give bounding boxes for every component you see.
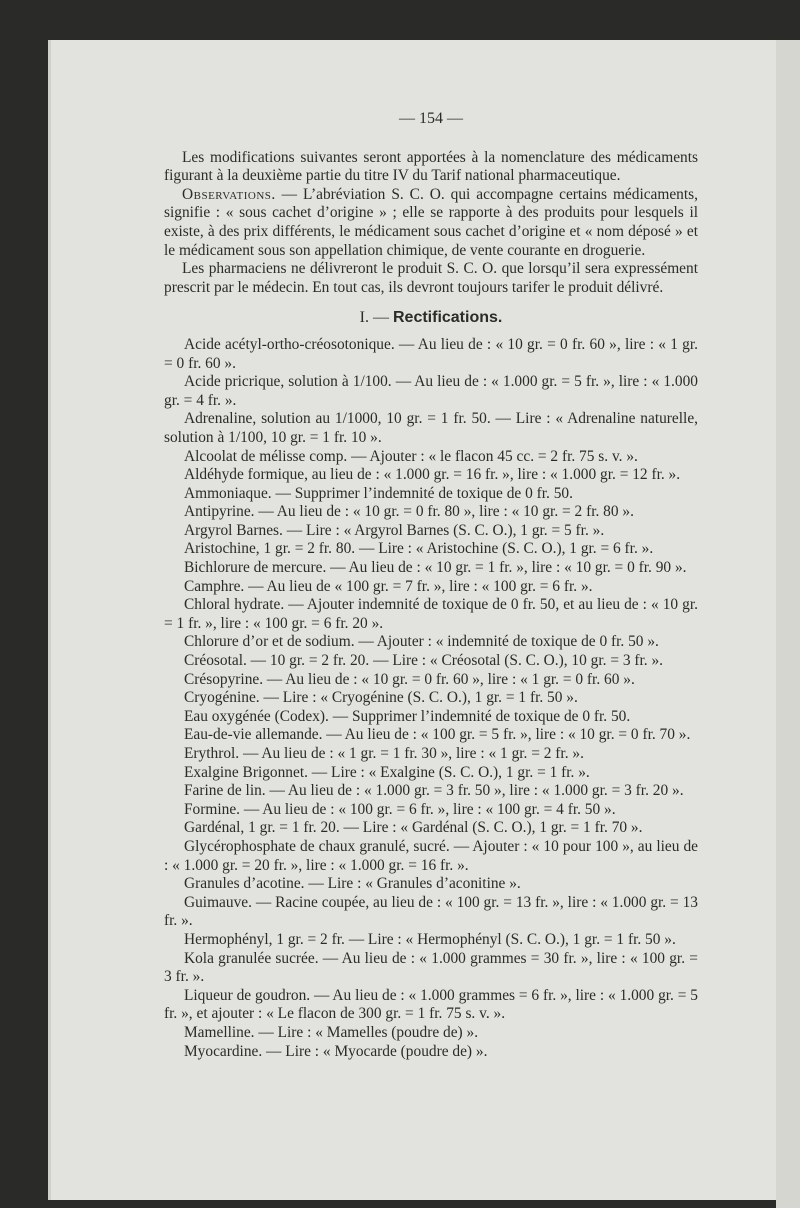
entry: Eau oxygénée (Codex). — Supprimer l’indemnité de toxique de 0 fr. 50. bbox=[184, 707, 631, 725]
entry: Farine de lin. — Au lieu de : « 1.000 gr. = 3 fr. 50 », lire : « 1.000 gr. = 3 fr. 20 ». bbox=[184, 782, 684, 800]
pharmaciens-paragraph: Les pharmaciens ne délivreront le produit S. C. O. que lorsqu’il sera expressément prescrit par le médecin. En tout cas, ils devront toujours tarifer le produit délivré. bbox=[164, 260, 698, 296]
entry: Eau-de-vie allemande. — Au lieu de : « 100 gr. = 5 fr. », lire : « 10 gr. = 0 fr. 70 ». bbox=[184, 726, 691, 744]
entry: Kola granulée sucrée. — Au lieu de : « 1.000 grammes = 30 fr. », lire : « 100 gr. = 3 fr. ». bbox=[164, 949, 698, 986]
entry: Argyrol Barnes. — Lire : « Argyrol Barnes (S. C. O.), 1 gr. = 5 fr. ». bbox=[184, 521, 605, 539]
entry: Hermophényl, 1 gr. = 2 fr. — Lire : « Hermophényl (S. C. O.), 1 gr. = 1 fr. 50 ». bbox=[184, 930, 676, 948]
entry: Gardénal, 1 gr. = 1 fr. 20. — Lire : « Gardénal (S. C. O.), 1 gr. = 1 fr. 70 ». bbox=[184, 819, 643, 837]
entry: Mamelline. — Lire : « Mamelles (poudre de) ». bbox=[184, 1023, 479, 1041]
intro-paragraph: Les modifications suivantes seront apportées à la nomenclature des médicaments figurant à la deuxième partie du titre IV du Tarif national pharmaceutique. bbox=[164, 148, 698, 185]
entry: Formine. — Au lieu de : « 100 gr. = 6 fr. », lire : « 100 gr. = 4 fr. 50 ». bbox=[184, 800, 616, 818]
entry: Aristochine, 1 gr. = 2 fr. 80. — Lire : « Aristochine (S. C. O.), 1 gr. = 6 fr. ». bbox=[184, 540, 654, 558]
entry: Aldéhyde formique, au lieu de : « 1.000 gr. = 16 fr. », lire : « 1.000 gr. = 12 fr. ». bbox=[184, 466, 681, 484]
entry: Acide acétyl-ortho-créosotonique. — Au lieu de : « 10 gr. = 0 fr. 60 », lire : « 1 gr. = 0 fr. 60 ». bbox=[164, 335, 698, 372]
entry: Alcoolat de mélisse comp. — Ajouter : « le flacon 45 cc. = 2 fr. 75 s. v. ». bbox=[184, 447, 638, 465]
entries-list bbox=[164, 336, 698, 1061]
section-number: I. — bbox=[359, 309, 393, 327]
entry: Acide pricrique, solution à 1/100. — Au lieu de : « 1.000 gr. = 5 fr. », lire : « 1.000 gr. = 4 fr. ». bbox=[164, 373, 698, 409]
entry: Liqueur de goudron. — Au lieu de : « 1.000 grammes = 6 fr. », lire : « 1.000 gr. = 5 fr. », et ajouter : « Le flacon de 300 gr. = 1 fr. 75 s. v. ». bbox=[164, 986, 698, 1023]
entry: Antipyrine. — Au lieu de : « 10 gr. = 0 fr. 80 », lire : « 10 gr. = 2 fr. 80 ». bbox=[184, 503, 634, 521]
observations-text: — L’abréviation S. C. O. qui accompagne certains médicaments, signifie : « sous cachet d’origine » ; elle se rapporte à des produits pour lesquels il existe, à des prix différents, le médicament sous cachet d’origine et « nom déposé » et le médicament sous son appellation chimique, de vente courante en droguerie. bbox=[164, 185, 698, 259]
entry: Bichlorure de mercure. — Au lieu de : « 10 gr. = 1 fr. », lire : « 10 gr. = 0 fr. 90 ». bbox=[184, 559, 687, 577]
entry: Crésopyrine. — Au lieu de : « 10 gr. = 0 fr. 60 », lire : « 1 gr. = 0 fr. 60 ». bbox=[184, 670, 635, 688]
observations-label: Observations. bbox=[182, 185, 276, 203]
section-title: Rectifications. bbox=[392, 309, 503, 327]
entry: Chloral hydrate. — Ajouter indemnité de toxique de 0 fr. 50, et au lieu de : « 10 gr. = 1 fr. », lire : « 100 gr. = 6 fr. 20 ». bbox=[164, 596, 698, 632]
section-heading bbox=[164, 309, 698, 328]
entry: Granules d’acotine. — Lire : « Granules d’aconitine ». bbox=[184, 875, 521, 893]
entry: Glycérophosphate de chaux granulé, sucré. — Ajouter : « 10 pour 100 », au lieu de : « 1.000 gr. = 20 fr. », lire : « 1.000 gr. = 16 fr. ». bbox=[164, 837, 698, 874]
facing-page-edge bbox=[776, 40, 800, 1208]
entry: Ammoniaque. — Supprimer l’indemnité de toxique de 0 fr. 50. bbox=[184, 484, 573, 502]
observations-paragraph bbox=[164, 186, 698, 260]
page-number: — 154 — bbox=[399, 110, 463, 127]
entry: Erythrol. — Au lieu de : « 1 gr. = 1 fr. 30 », lire : « 1 gr. = 2 fr. ». bbox=[184, 745, 584, 762]
entry: Chlorure d’or et de sodium. — Ajouter : « indemnité de toxique de 0 fr. 50 ». bbox=[184, 633, 659, 651]
entry: Exalgine Brigonnet. — Lire : « Exalgine (S. C. O.), 1 gr. = 1 fr. ». bbox=[184, 763, 590, 781]
entry: Camphre. — Au lieu de « 100 gr. = 7 fr. », lire : « 100 gr. = 6 fr. ». bbox=[184, 577, 593, 595]
entry: Myocardine. — Lire : « Myocarde (poudre de) ». bbox=[184, 1042, 488, 1060]
entry: Créosotal. — 10 gr. = 2 fr. 20. — Lire : « Créosotal (S. C. O.), 10 gr. = 3 fr. ». bbox=[184, 652, 664, 670]
page-content bbox=[164, 110, 698, 1061]
entry: Adrenaline, solution au 1/1000, 10 gr. = 1 fr. 50. — Lire : « Adrenaline naturelle, solution à 1/100, 10 gr. = 1 fr. 10 ». bbox=[164, 410, 698, 446]
entry: Guimauve. — Racine coupée, au lieu de : « 100 gr. = 13 fr. », lire : « 1.000 gr. = 13 fr. ». bbox=[164, 893, 698, 930]
entry: Cryogénine. — Lire : « Cryogénine (S. C. O.), 1 gr. = 1 fr. 50 ». bbox=[184, 689, 578, 707]
